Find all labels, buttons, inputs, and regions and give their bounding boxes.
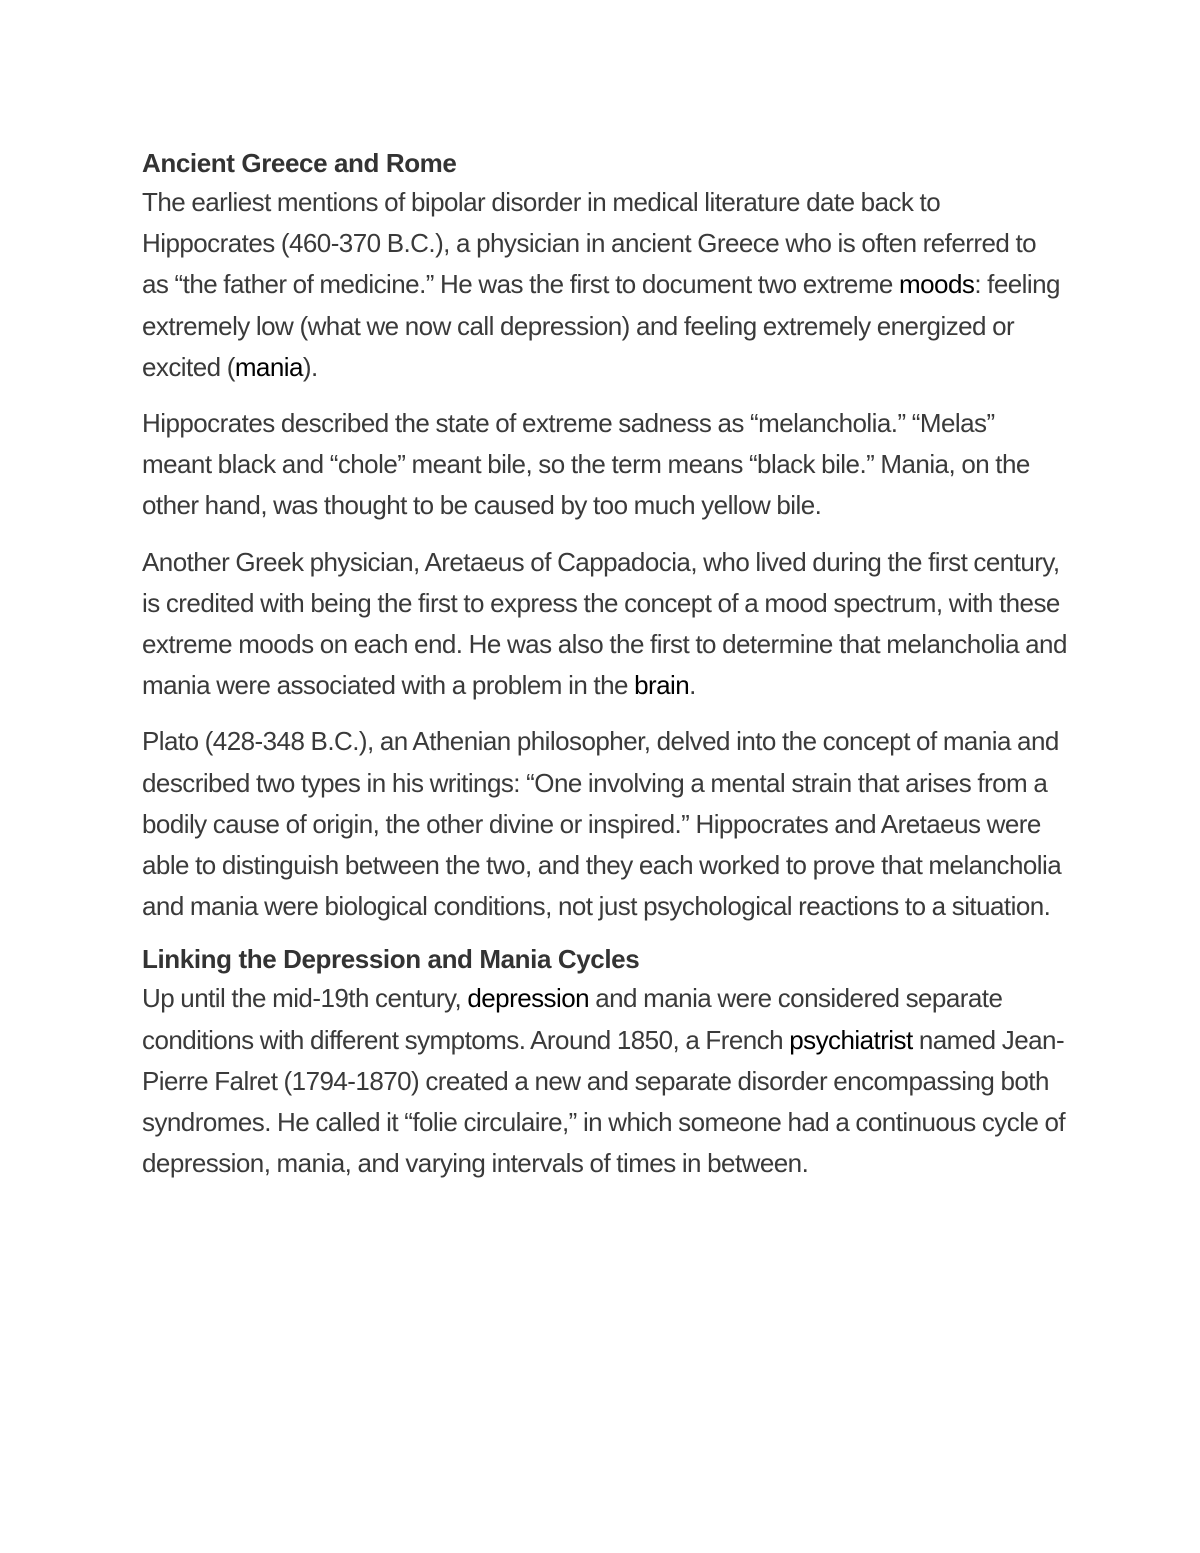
link-brain[interactable]: brain: [634, 670, 690, 701]
paragraph-melancholia: Hippocrates described the state of extreme sadness as “melancholia.” “Melas” meant black and “chole” meant bile, so the term means “black bile.” Mania, on the other hand, was thought to be caused by too much yellow bile.: [142, 408, 1030, 521]
paragraph-text: .: [689, 670, 696, 701]
section-heading-ancient-greece: Ancient Greece and Rome: [142, 148, 457, 178]
link-moods[interactable]: moods: [899, 269, 975, 300]
paragraph-hippocrates: [142, 182, 1067, 388]
paragraph-text: Up until the mid-19th century,: [142, 983, 468, 1014]
paragraph-text: ).: [302, 351, 318, 382]
paragraph-text: : feeling extremely low (what we now call depression) and feeling extremely energized or excited (: [142, 269, 1060, 382]
paragraph-plato: Plato (428-348 B.C.), an Athenian philosopher, delved into the concept of mania and described two types in his writings: “One involving a mental strain that arises from a bodily cause of origin, the other divine or inspired.” Hippocrates and Aretaeus were able to distinguish between the two, and they each worked to prove that melancholia and mania were biological conditions, not just psychological reactions to a situation.: [142, 726, 1062, 922]
paragraph-falret: [142, 978, 1067, 1184]
link-psychiatrist[interactable]: psychiatrist: [789, 1024, 913, 1055]
paragraph-text: The earliest mentions of bipolar disorder in medical literature date back to Hippocrates (460-370 B.C.), a physician in ancient Greece who is often referred to as “the father of medicine.” He was the first to document two extreme: [142, 187, 1037, 300]
document-page: [142, 146, 1067, 1199]
section-heading-linking-cycles: Linking the Depression and Mania Cycles: [142, 944, 640, 975]
paragraph-text: and mania were considered separate conditions with different symptoms. Around 1850, a French: [142, 983, 1003, 1055]
paragraph-text: Another Greek physician, Aretaeus of Cappadocia, who lived during the first century, is credited with being the first to express the concept of a mood spectrum, with these extreme moods on each end. He was also the first to determine that melancholia and mania were associated with a problem in the: [142, 546, 1067, 701]
paragraph-text: named Jean-Pierre Falret (1794-1870) created a new and separate disorder encompassing both syndromes. He called it “folie circulaire,” in which someone had a continuous cycle of depression, mania, and varying intervals of times in between.: [142, 1024, 1066, 1179]
link-mania[interactable]: mania: [234, 351, 303, 382]
link-depression[interactable]: depression: [467, 983, 590, 1014]
paragraph-aretaeus: [142, 542, 1067, 707]
